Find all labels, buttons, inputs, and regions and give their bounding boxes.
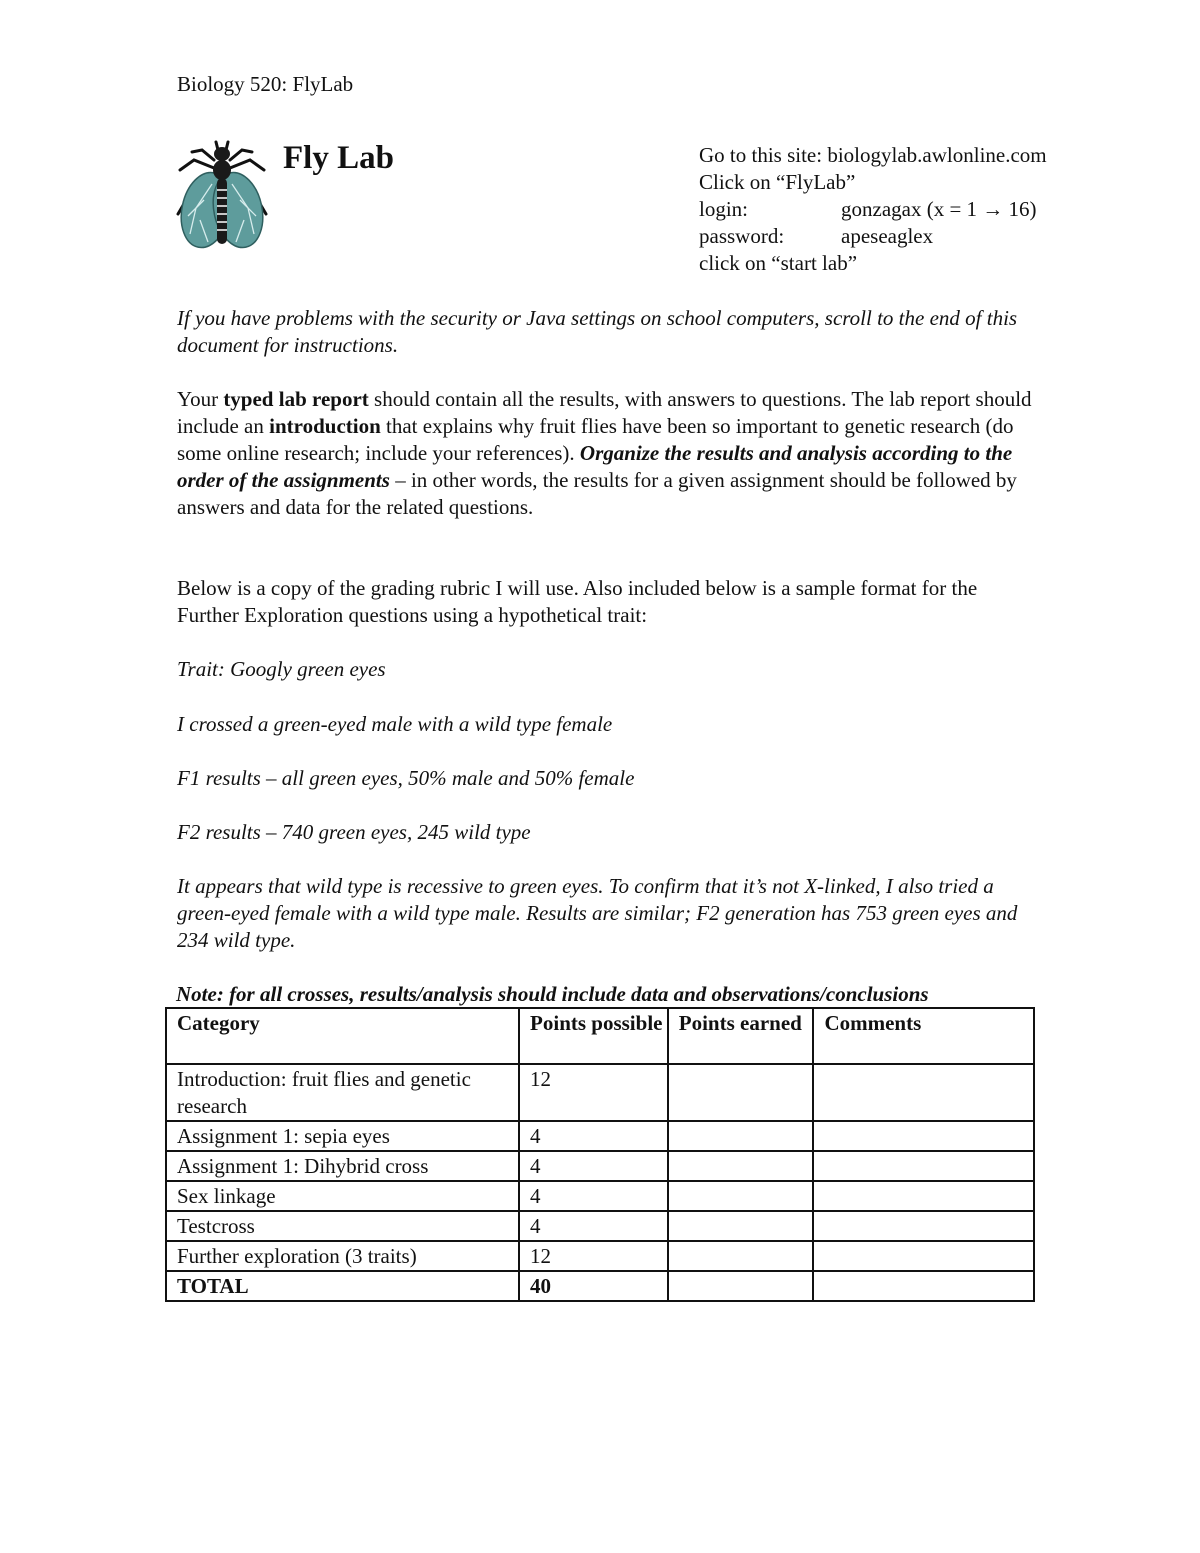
report-text-3: that explains why fruit flies have been so important to genetic research (do some online research; include your references).: [177, 414, 1014, 465]
row-category: Introduction: fruit flies and genetic research: [166, 1064, 519, 1121]
password-label: password:: [699, 224, 785, 248]
table-row: [166, 1181, 1034, 1211]
click-flylab-line: Click on “FlyLab”: [699, 170, 856, 194]
row-earned-cell[interactable]: [668, 1121, 814, 1151]
header-points-possible: Points possible: [519, 1008, 668, 1064]
row-points: 4: [519, 1151, 668, 1181]
row-earned-cell[interactable]: [668, 1181, 814, 1211]
course-header: Biology 520: FlyLab: [177, 72, 354, 96]
sample-cross: I crossed a green-eyed male with a wild type female: [177, 712, 613, 736]
report-text-1: Your: [177, 387, 224, 411]
row-points: 12: [519, 1064, 668, 1121]
report-instructions-block: [177, 386, 1037, 521]
row-category: Sex linkage: [166, 1181, 519, 1211]
row-comments-cell[interactable]: [813, 1181, 1034, 1211]
site-info: [699, 142, 1047, 277]
sample-f2: F2 results – 740 green eyes, 245 wild type: [177, 820, 531, 844]
report-emphasis-organize: Organize the results and analysis according to the order of the assignments: [177, 441, 1013, 492]
row-comments-cell[interactable]: [813, 1241, 1034, 1271]
sample-trait: Trait: Googly green eyes: [177, 657, 386, 681]
header-comments: Comments: [813, 1008, 1034, 1064]
row-category: Testcross: [166, 1211, 519, 1241]
password-value: apeseaglex: [841, 224, 934, 248]
row-comments-cell[interactable]: [813, 1151, 1034, 1181]
table-row: [166, 1121, 1034, 1151]
row-earned-cell[interactable]: [668, 1064, 814, 1121]
total-label: TOTAL: [166, 1271, 519, 1301]
row-earned-cell[interactable]: [668, 1241, 814, 1271]
row-earned-cell[interactable]: [668, 1151, 814, 1181]
total-comments-cell[interactable]: [813, 1271, 1034, 1301]
table-row: [166, 1211, 1034, 1241]
table-row: [166, 1064, 1034, 1121]
rubric-intro-block: [177, 575, 1037, 629]
crosses-note: Note: for all crosses, results/analysis should include data and observations/conclusions: [176, 982, 929, 1006]
sample-conclusion: It appears that wild type is recessive to green eyes. To confirm that it’s not X-linked, I also tried a green-eyed female with a wild type male. Results are similar; F2 generation has 753 green eyes and 234 wild type.: [177, 874, 1018, 952]
report-text-2: should contain all the results, with answers to questions. The lab report should include an: [177, 387, 1032, 438]
row-points: 12: [519, 1241, 668, 1271]
header-points-earned: Points earned: [668, 1008, 814, 1064]
login-line: [699, 196, 1047, 223]
sample-f1: F1 results – all green eyes, 50% male and 50% female: [177, 766, 635, 790]
row-comments-cell[interactable]: [813, 1064, 1034, 1121]
table-row: [166, 1241, 1034, 1271]
report-emphasis-typed: typed lab report: [223, 387, 369, 411]
problems-note-block: [177, 305, 1037, 359]
row-category: Assignment 1: Dihybrid cross: [166, 1151, 519, 1181]
row-earned-cell[interactable]: [668, 1211, 814, 1241]
row-comments-cell[interactable]: [813, 1121, 1034, 1151]
fly-icon: [174, 138, 270, 250]
total-row: [166, 1271, 1034, 1301]
page-title: Fly Lab: [283, 140, 394, 176]
row-category: Further exploration (3 traits): [166, 1241, 519, 1271]
row-category: Assignment 1: sepia eyes: [166, 1121, 519, 1151]
row-points: 4: [519, 1211, 668, 1241]
problems-note: If you have problems with the security or Java settings on school computers, scroll to the end of this document for instructions.: [177, 306, 1018, 357]
site-url-line: Go to this site: biologylab.awlonline.com: [699, 143, 1047, 167]
table-header-row: [166, 1008, 1034, 1064]
rubric-intro: Below is a copy of the grading rubric I will use. Also included below is a sample format for the Further Exploration questions using a hypothetical trait:: [177, 576, 978, 627]
row-points: 4: [519, 1121, 668, 1151]
report-emphasis-intro: introduction: [269, 414, 381, 438]
login-value: gonzagax (x = 1 → 16): [841, 197, 1037, 221]
total-earned-cell[interactable]: [668, 1271, 814, 1301]
login-label: login:: [699, 197, 749, 221]
header-category: Category: [166, 1008, 519, 1064]
start-lab-line: click on “start lab”: [699, 251, 858, 275]
table-row: [166, 1151, 1034, 1181]
report-text-4: – in other words, the results for a given assignment should be followed by answers and data for the related questions.: [177, 468, 1017, 519]
row-comments-cell[interactable]: [813, 1211, 1034, 1241]
total-points: 40: [519, 1271, 668, 1301]
password-line: [699, 223, 1047, 250]
row-points: 4: [519, 1181, 668, 1211]
report-instructions: [177, 386, 1037, 521]
grading-rubric-table: [165, 1007, 1035, 1302]
